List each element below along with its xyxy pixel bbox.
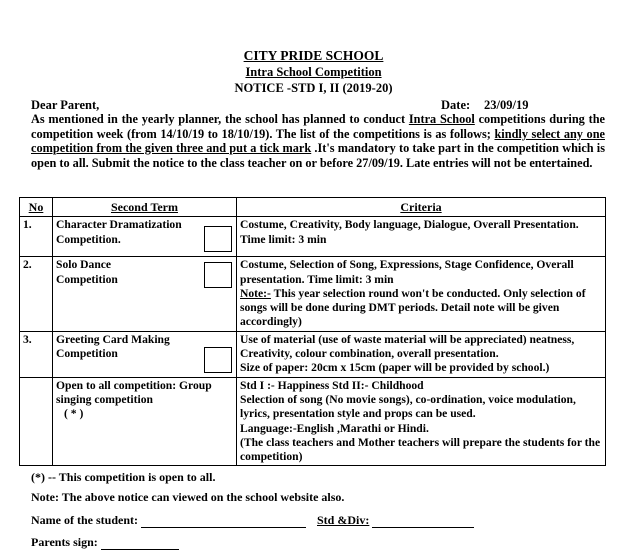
criteria-line: (The class teachers and Mother teachers will prepare the students for the competition) bbox=[240, 435, 601, 464]
header-criteria: Criteria bbox=[237, 198, 606, 217]
criteria-line: Costume, Creativity, Body language, Dialogue, Overall Presentation. Time limit: 3 min bbox=[240, 218, 579, 246]
row-number: 2. bbox=[20, 257, 53, 331]
competition-name bbox=[53, 217, 237, 257]
student-name-field[interactable] bbox=[141, 515, 306, 528]
criteria-note bbox=[240, 287, 602, 330]
header-no: No bbox=[20, 198, 53, 217]
paragraph-underline-1: Intra School bbox=[408, 112, 475, 126]
parents-sign-field[interactable] bbox=[101, 537, 179, 550]
student-name-row bbox=[31, 513, 474, 528]
notice-title: NOTICE -STD I, II (2019-20) bbox=[234, 81, 393, 95]
table-row bbox=[20, 217, 606, 257]
table-row bbox=[20, 331, 606, 377]
greeting: Dear Parent, bbox=[31, 98, 100, 112]
asterisk-note: (*) -- This competition is open to all. bbox=[31, 470, 216, 484]
criteria-cell bbox=[237, 217, 606, 257]
criteria-line: Language:-English ,Marathi or Hindi. bbox=[240, 421, 429, 435]
tick-checkbox[interactable] bbox=[204, 347, 232, 373]
table-row bbox=[20, 257, 606, 331]
criteria-line: Size of paper: 20cm x 15cm (paper will be provided by school.) bbox=[240, 361, 550, 375]
header-second-term: Second Term bbox=[53, 198, 237, 217]
competition-subtitle: Intra School Competition bbox=[245, 65, 382, 79]
criteria-cell bbox=[237, 377, 606, 466]
paragraph-underline-2: kindly select any one competition from the given three and put a tick mark bbox=[31, 126, 605, 155]
criteria-line: Selection of song (No movie songs), co-ordination, voice modulation, lyrics, presentation style and props can be used. bbox=[240, 392, 576, 421]
parents-sign-label: Parents sign: bbox=[31, 535, 98, 549]
criteria-line: Std I :- Happiness Std II:- Childhood bbox=[240, 378, 424, 392]
student-name-label: Name of the student: bbox=[31, 513, 138, 527]
notice-paragraph bbox=[31, 112, 605, 170]
row-number: 1. bbox=[20, 217, 53, 257]
school-name: CITY PRIDE SCHOOL bbox=[243, 48, 384, 63]
criteria-cell bbox=[237, 331, 606, 377]
competition-label: Solo Dance Competition bbox=[56, 258, 118, 286]
std-div-label: Std &Div: bbox=[317, 513, 370, 527]
criteria-line: Costume, Selection of Song, Expressions, Stage Confidence, Overall presentation. Time limit: 3 min bbox=[240, 258, 574, 286]
row-number: 3. bbox=[20, 331, 53, 377]
website-note: Note: The above notice can viewed on the school website also. bbox=[31, 490, 345, 504]
competition-label: Open to all competition: Group singing competition bbox=[56, 378, 212, 406]
tick-checkbox[interactable] bbox=[204, 226, 232, 252]
competition-label: Character Dramatization Competition. bbox=[56, 218, 182, 246]
competition-name bbox=[53, 257, 237, 331]
competition-table bbox=[19, 197, 606, 466]
note-text: This year selection round won't be conducted. Only selection of songs will be done during DMT periods. Detail note will be given accordingly) bbox=[240, 286, 586, 329]
paragraph-text-3: .It's mandatory to take part in the competition which is open to all. Submit the notice to the class teacher on or before 27/09/19. Late entries will not be entertained. bbox=[31, 141, 606, 170]
table-row bbox=[20, 377, 606, 466]
note-label: Note:- bbox=[240, 286, 271, 300]
row-number bbox=[20, 377, 53, 466]
criteria-line: Use of material (use of waste material will be appreciated) neatness, Creativity, colour combination, overall presentation. bbox=[240, 332, 575, 361]
paragraph-text-1: As mentioned in the yearly planner, the school has planned to conduct bbox=[31, 112, 409, 126]
paragraph-text-2: competitions during the competition week (from 14/10/19 to 18/10/19). The list of the competitions is as follows; bbox=[31, 112, 605, 141]
date-label: Date: bbox=[441, 98, 471, 112]
open-competition-mark: ( * ) bbox=[64, 407, 84, 421]
tick-checkbox[interactable] bbox=[204, 262, 232, 288]
competition-name bbox=[53, 331, 237, 377]
competition-name bbox=[53, 377, 237, 466]
std-div-field[interactable] bbox=[372, 515, 474, 528]
date-value: 23/09/19 bbox=[484, 98, 529, 112]
table-header-row bbox=[20, 198, 606, 217]
competition-label: Greeting Card Making Competition bbox=[56, 332, 170, 361]
parents-sign-row bbox=[31, 535, 179, 550]
criteria-cell bbox=[237, 257, 606, 331]
